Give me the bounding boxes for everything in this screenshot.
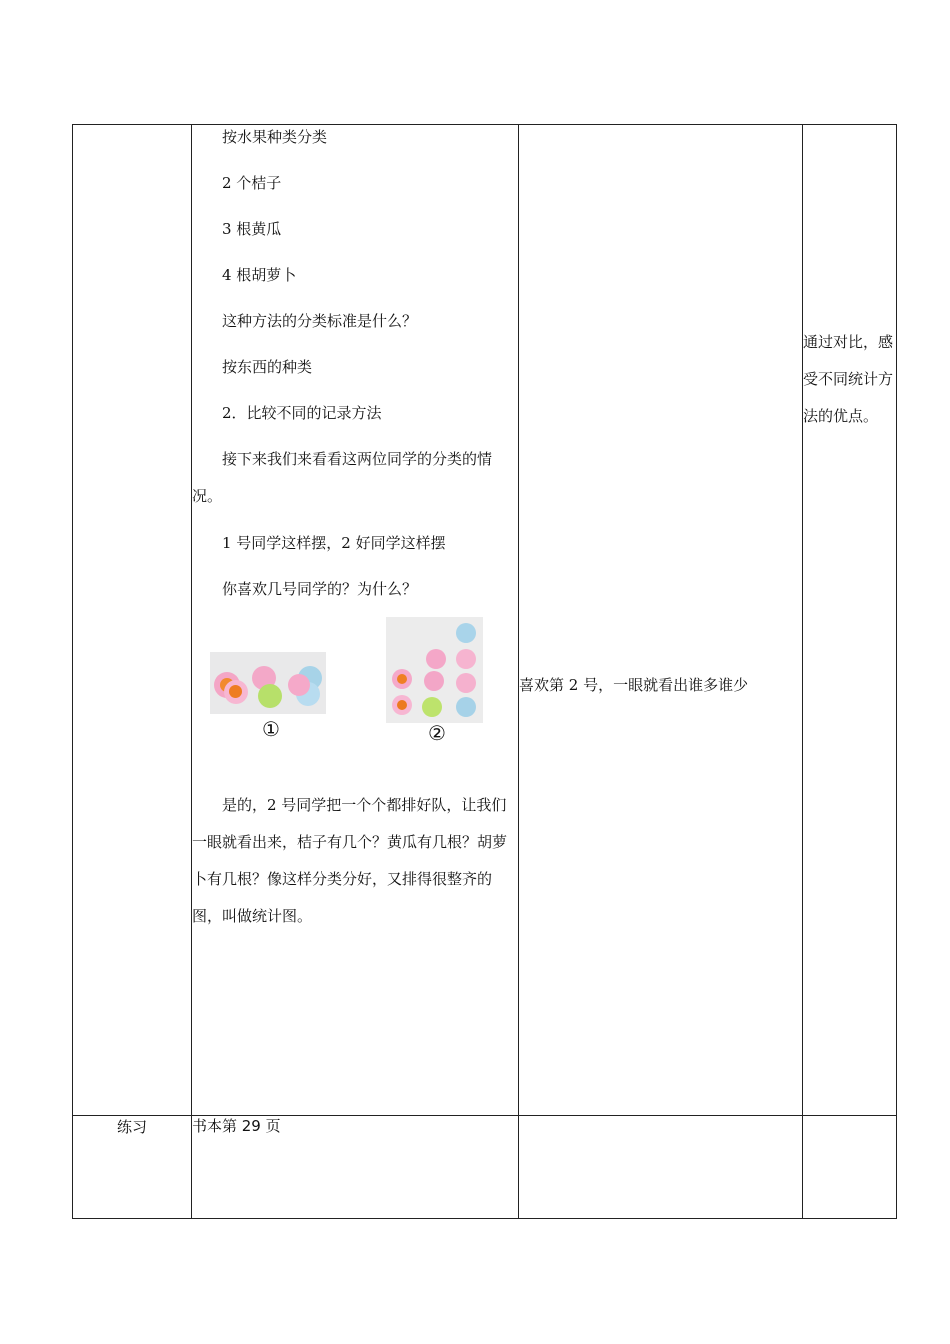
design-intent-cell [803,125,897,1116]
orange-icon [229,685,242,698]
paragraph: 3 根黄瓜 [222,220,282,238]
cucumber-disc [258,684,282,708]
lesson-plan-table [72,124,897,1219]
paragraph: 2 个桔子 [222,174,282,192]
photo-2-label: ② [428,721,446,745]
paragraph: 接下来我们来看看这两位同学的分类的情况。 [192,450,493,505]
practice-student-cell [519,1116,803,1219]
practice-intent-cell [803,1116,897,1219]
cucumber-disc [426,649,446,669]
orange-icon [397,674,407,684]
student-activity-cell [519,125,803,1116]
photo-arrangement-2 [386,617,483,723]
photo-arrangement-1 [210,652,326,714]
carrot-disc [456,649,476,669]
stage-cell [73,125,192,1116]
cucumber-disc [422,697,442,717]
orange-icon [397,700,407,710]
paragraph: 按水果种类分类 [222,128,328,146]
paragraph: 按东西的种类 [222,358,313,376]
carrot-disc [456,673,476,693]
process-row [73,125,897,1116]
paragraph: 你喜欢几号同学的？为什么？ [222,580,418,598]
practice-label: 练习 [73,1116,192,1219]
student-activity-text: 喜欢第 2 号，一眼就看出谁多谁少 [519,676,749,694]
paragraph: 2．比较不同的记录方法 [222,404,382,422]
design-intent-text: 通过对比，感受不同统计方法的优点。 [803,333,894,425]
practice-content: 书本第 29 页 [192,1116,519,1219]
cucumber-disc [424,671,444,691]
carrot-disc [288,674,310,696]
practice-row [73,1116,897,1219]
paragraph: 这种方法的分类标准是什么？ [222,312,418,330]
carrot-disc [456,697,476,717]
photo-comparison [192,617,518,767]
paragraph: 是的，2 号同学把一个个都排好队，让我们一眼就看出来，桔子有几个？黄瓜有几根？胡萝卜有几根？像这样分类分好，又排得很整齐的图，叫做统计图。 [192,796,508,925]
photo-1-label: ① [262,717,280,741]
paragraph: 1 号同学这样摆，2 好同学这样摆 [222,534,446,552]
carrot-disc [456,623,476,643]
teacher-content-cell [192,125,519,1116]
paragraph: 4 根胡萝卜 [222,266,297,284]
